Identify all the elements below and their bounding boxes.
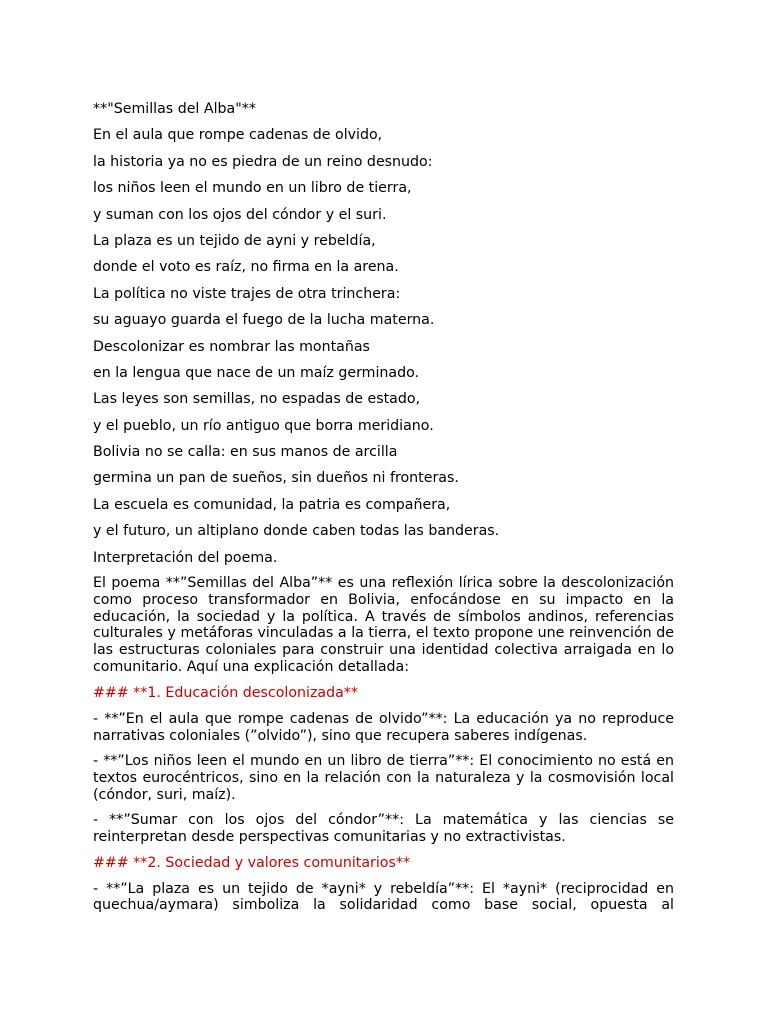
section-heading-society: ### **2. Sociedad y valores comunitarios** — [93, 855, 411, 872]
bullet-item: - **”Los niños leen el mundo en un libro de tierra”**: El conocimiento no está en textos eurocéntricos, sino en la relación con la naturaleza y la cosmovisión local (cóndor, suri, maíz). — [93, 752, 674, 803]
poem-line: Descolonizar es nombrar las montañas — [93, 338, 370, 355]
document-page — [93, 100, 674, 923]
poem-line: Bolivia no se calla: en sus manos de arcilla — [93, 444, 398, 461]
poem-line: La plaza es un tejido de ayni y rebeldía, — [93, 232, 376, 249]
poem-line: su aguayo guarda el fuego de la lucha materna. — [93, 312, 435, 329]
poem-line: Las leyes son semillas, no espadas de estado, — [93, 391, 421, 408]
bullet-item: - **”Sumar con los ojos del cóndor”**: La matemática y las ciencias se reinterpretan desde perspectivas comunitarias y no extractivistas. — [93, 811, 674, 845]
poem-line: En el aula que rompe cadenas de olvido, — [93, 127, 383, 144]
poem-title: **"Semillas del Alba"** — [93, 101, 256, 117]
poem-line: la historia ya no es piedra de un reino desnudo: — [93, 153, 433, 170]
poem-line: donde el voto es raíz, no firma en la arena. — [93, 259, 399, 276]
poem-line: y el futuro, un altiplano donde caben todas las banderas. — [93, 523, 500, 540]
poem-line: y el pueblo, un río antiguo que borra meridiano. — [93, 417, 434, 434]
poem-line: los niños leen el mundo en un libro de tierra, — [93, 180, 412, 197]
interpretation-intro: El poema **”Semillas del Alba”** es una reflexión lírica sobre la descolonización como proceso transformador en Bolivia, enfocándose en su impacto en la educación, la sociedad y la política. A través de símbolos andinos, referencias culturales y metáforas vinculadas a la tierra, el texto propone une reinvención de las estructuras coloniales para construir una identidad colectiva arraigada en lo comunitario. Aquí una explicación detallada: — [93, 575, 674, 676]
poem-line: y suman con los ojos del cóndor y el suri. — [93, 206, 387, 223]
interpretation-label: Interpretación del poema. — [93, 549, 278, 566]
poem-line: La escuela es comunidad, la patria es compañera, — [93, 496, 451, 513]
poem-line: en la lengua que nace de un maíz germinado. — [93, 364, 420, 381]
poem-line: germina un pan de sueños, sin dueños ni fronteras. — [93, 470, 459, 487]
section-heading-education: ### **1. Educación descolonizada** — [93, 685, 358, 702]
poem-line: La política no viste trajes de otra trinchera: — [93, 285, 401, 302]
bullet-item: - **”En el aula que rompe cadenas de olvido”**: La educación ya no reproduce narrativas coloniales (”olvido”), sino que recupera saberes indígenas. — [93, 710, 674, 744]
bullet-item: - **”La plaza es un tejido de *ayni* y rebeldía”**: El *ayni* (reciprocidad en quechua/aymara) simboliza la solidaridad como base social, opuesta al — [93, 880, 674, 914]
